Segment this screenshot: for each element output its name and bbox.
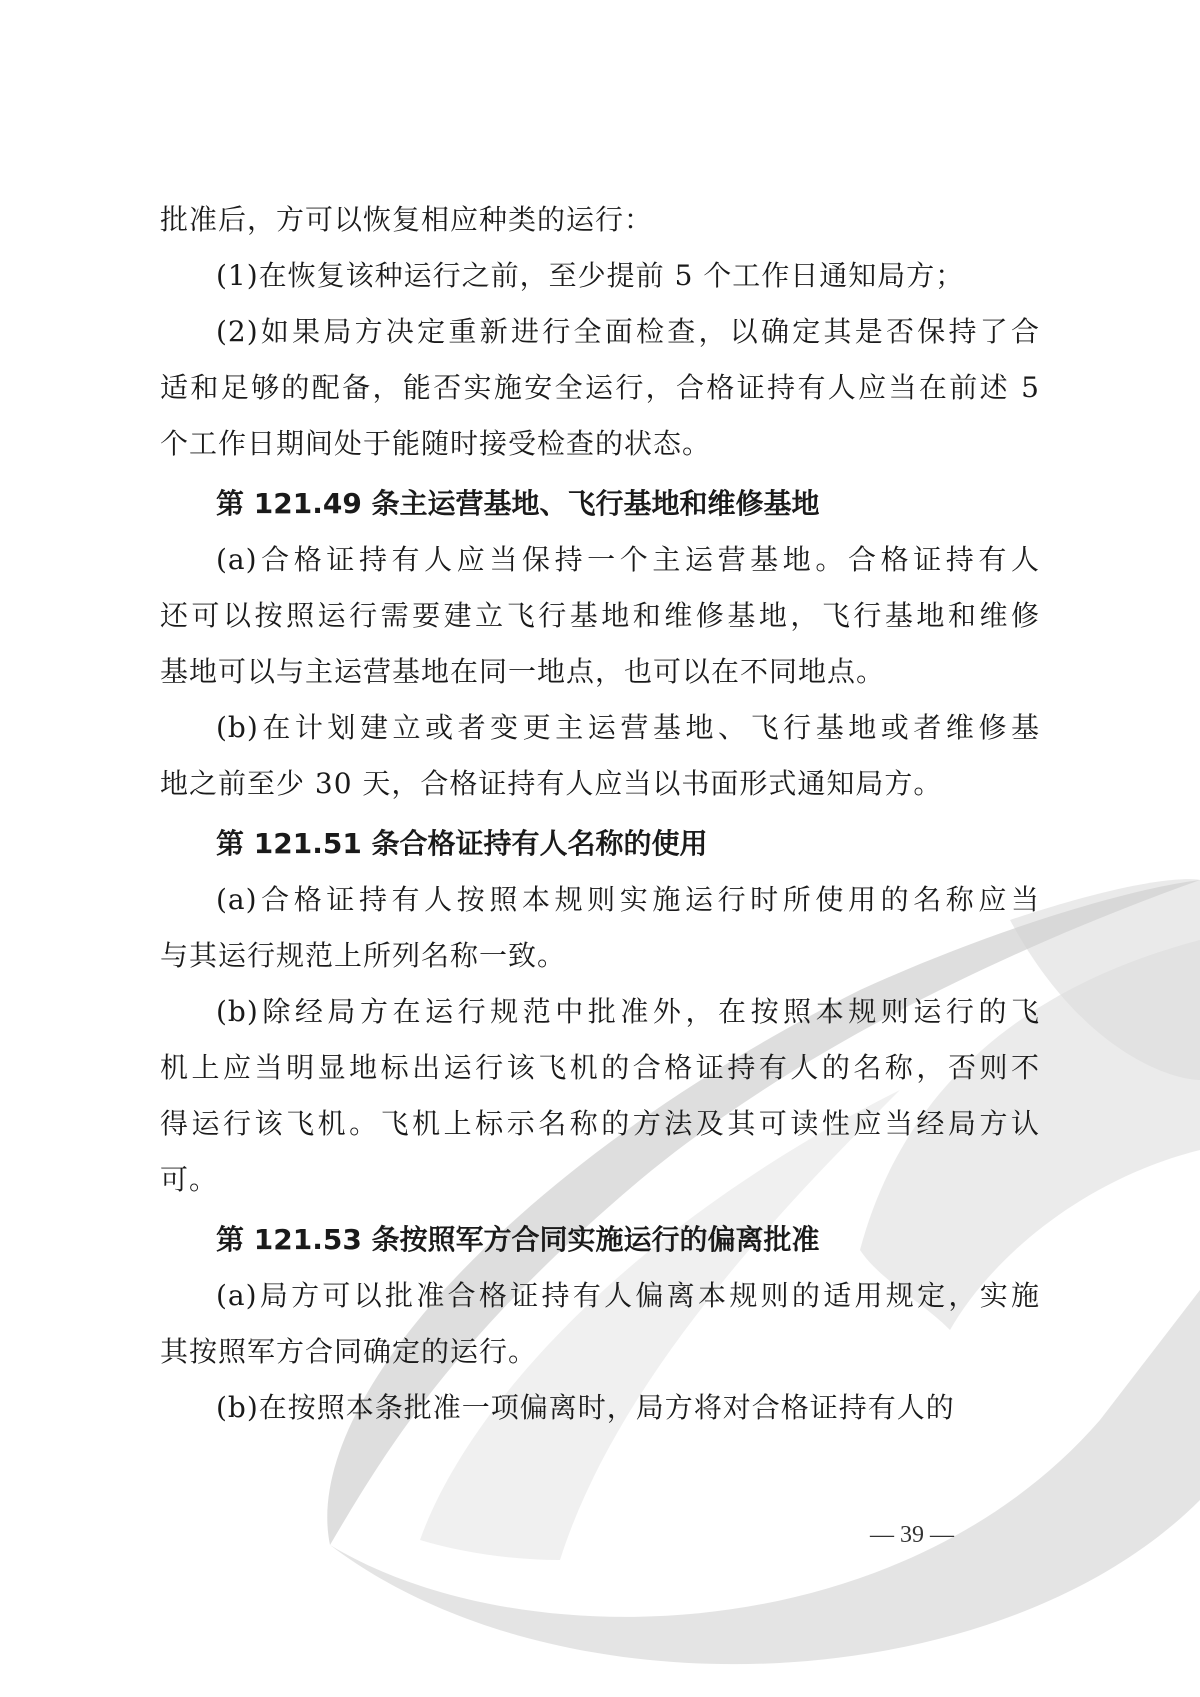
section-heading: 第 121.53 条按照军方合同实施运行的偏离批准 [216, 1223, 820, 1256]
page-number: — 39 — [870, 1522, 954, 1548]
text-line: (b)在计划建立或者变更主运营基地、飞行基地或者维修基 [216, 711, 1040, 744]
paragraph [160, 872, 1040, 984]
paragraph [160, 532, 1040, 700]
text-line: (b)除经局方在运行规范中批准外，在按照本规则运行的飞 [216, 995, 1040, 1028]
paragraph [160, 1380, 1040, 1436]
text-line: (1)在恢复该种运行之前，至少提前 5 个工作日通知局方； [216, 259, 965, 292]
section-heading: 第 121.49 条主运营基地、飞行基地和维修基地 [216, 487, 820, 520]
text-line: (a)合格证持有人应当保持一个主运营基地。合格证持有人 [216, 543, 1040, 576]
paragraph [160, 304, 1040, 472]
text-line: 个工作日期间处于能随时接受检查的状态。 [160, 427, 712, 460]
text-line: 还可以按照运行需要建立飞行基地和维修基地，飞行基地和维修 [160, 599, 1040, 632]
paragraph [160, 984, 1040, 1208]
text-line: 与其运行规范上所列名称一致。 [160, 939, 567, 972]
text-line: (a)局方可以批准合格证持有人偏离本规则的适用规定，实施 [216, 1279, 1040, 1312]
text-line: (a)合格证持有人按照本规则实施运行时所使用的名称应当 [216, 883, 1040, 916]
paragraph [160, 248, 1040, 304]
paragraph [160, 192, 1040, 248]
section-heading: 第 121.51 条合格证持有人名称的使用 [216, 827, 708, 860]
text-line: 批准后，方可以恢复相应种类的运行： [160, 203, 654, 236]
text-line: 机上应当明显地标出运行该飞机的合格证持有人的名称，否则不 [160, 1051, 1040, 1084]
text-line: 地之前至少 30 天，合格证持有人应当以书面形式通知局方。 [160, 767, 943, 800]
text-line: 适和足够的配备，能否实施安全运行，合格证持有人应当在前述 5 [160, 371, 1040, 404]
paragraph [160, 700, 1040, 812]
text-line: 得运行该飞机。飞机上标示名称的方法及其可读性应当经局方认 [160, 1107, 1040, 1140]
paragraph [160, 1268, 1040, 1380]
document-body [160, 192, 1040, 1436]
text-line: (b)在按照本条批准一项偏离时，局方将对合格证持有人的 [216, 1391, 955, 1424]
text-line: (2)如果局方决定重新进行全面检查，以确定其是否保持了合 [216, 315, 1040, 348]
text-line: 其按照军方合同确定的运行。 [160, 1335, 538, 1368]
text-line: 基地可以与主运营基地在同一地点，也可以在不同地点。 [160, 655, 886, 688]
text-line: 可。 [160, 1163, 219, 1196]
